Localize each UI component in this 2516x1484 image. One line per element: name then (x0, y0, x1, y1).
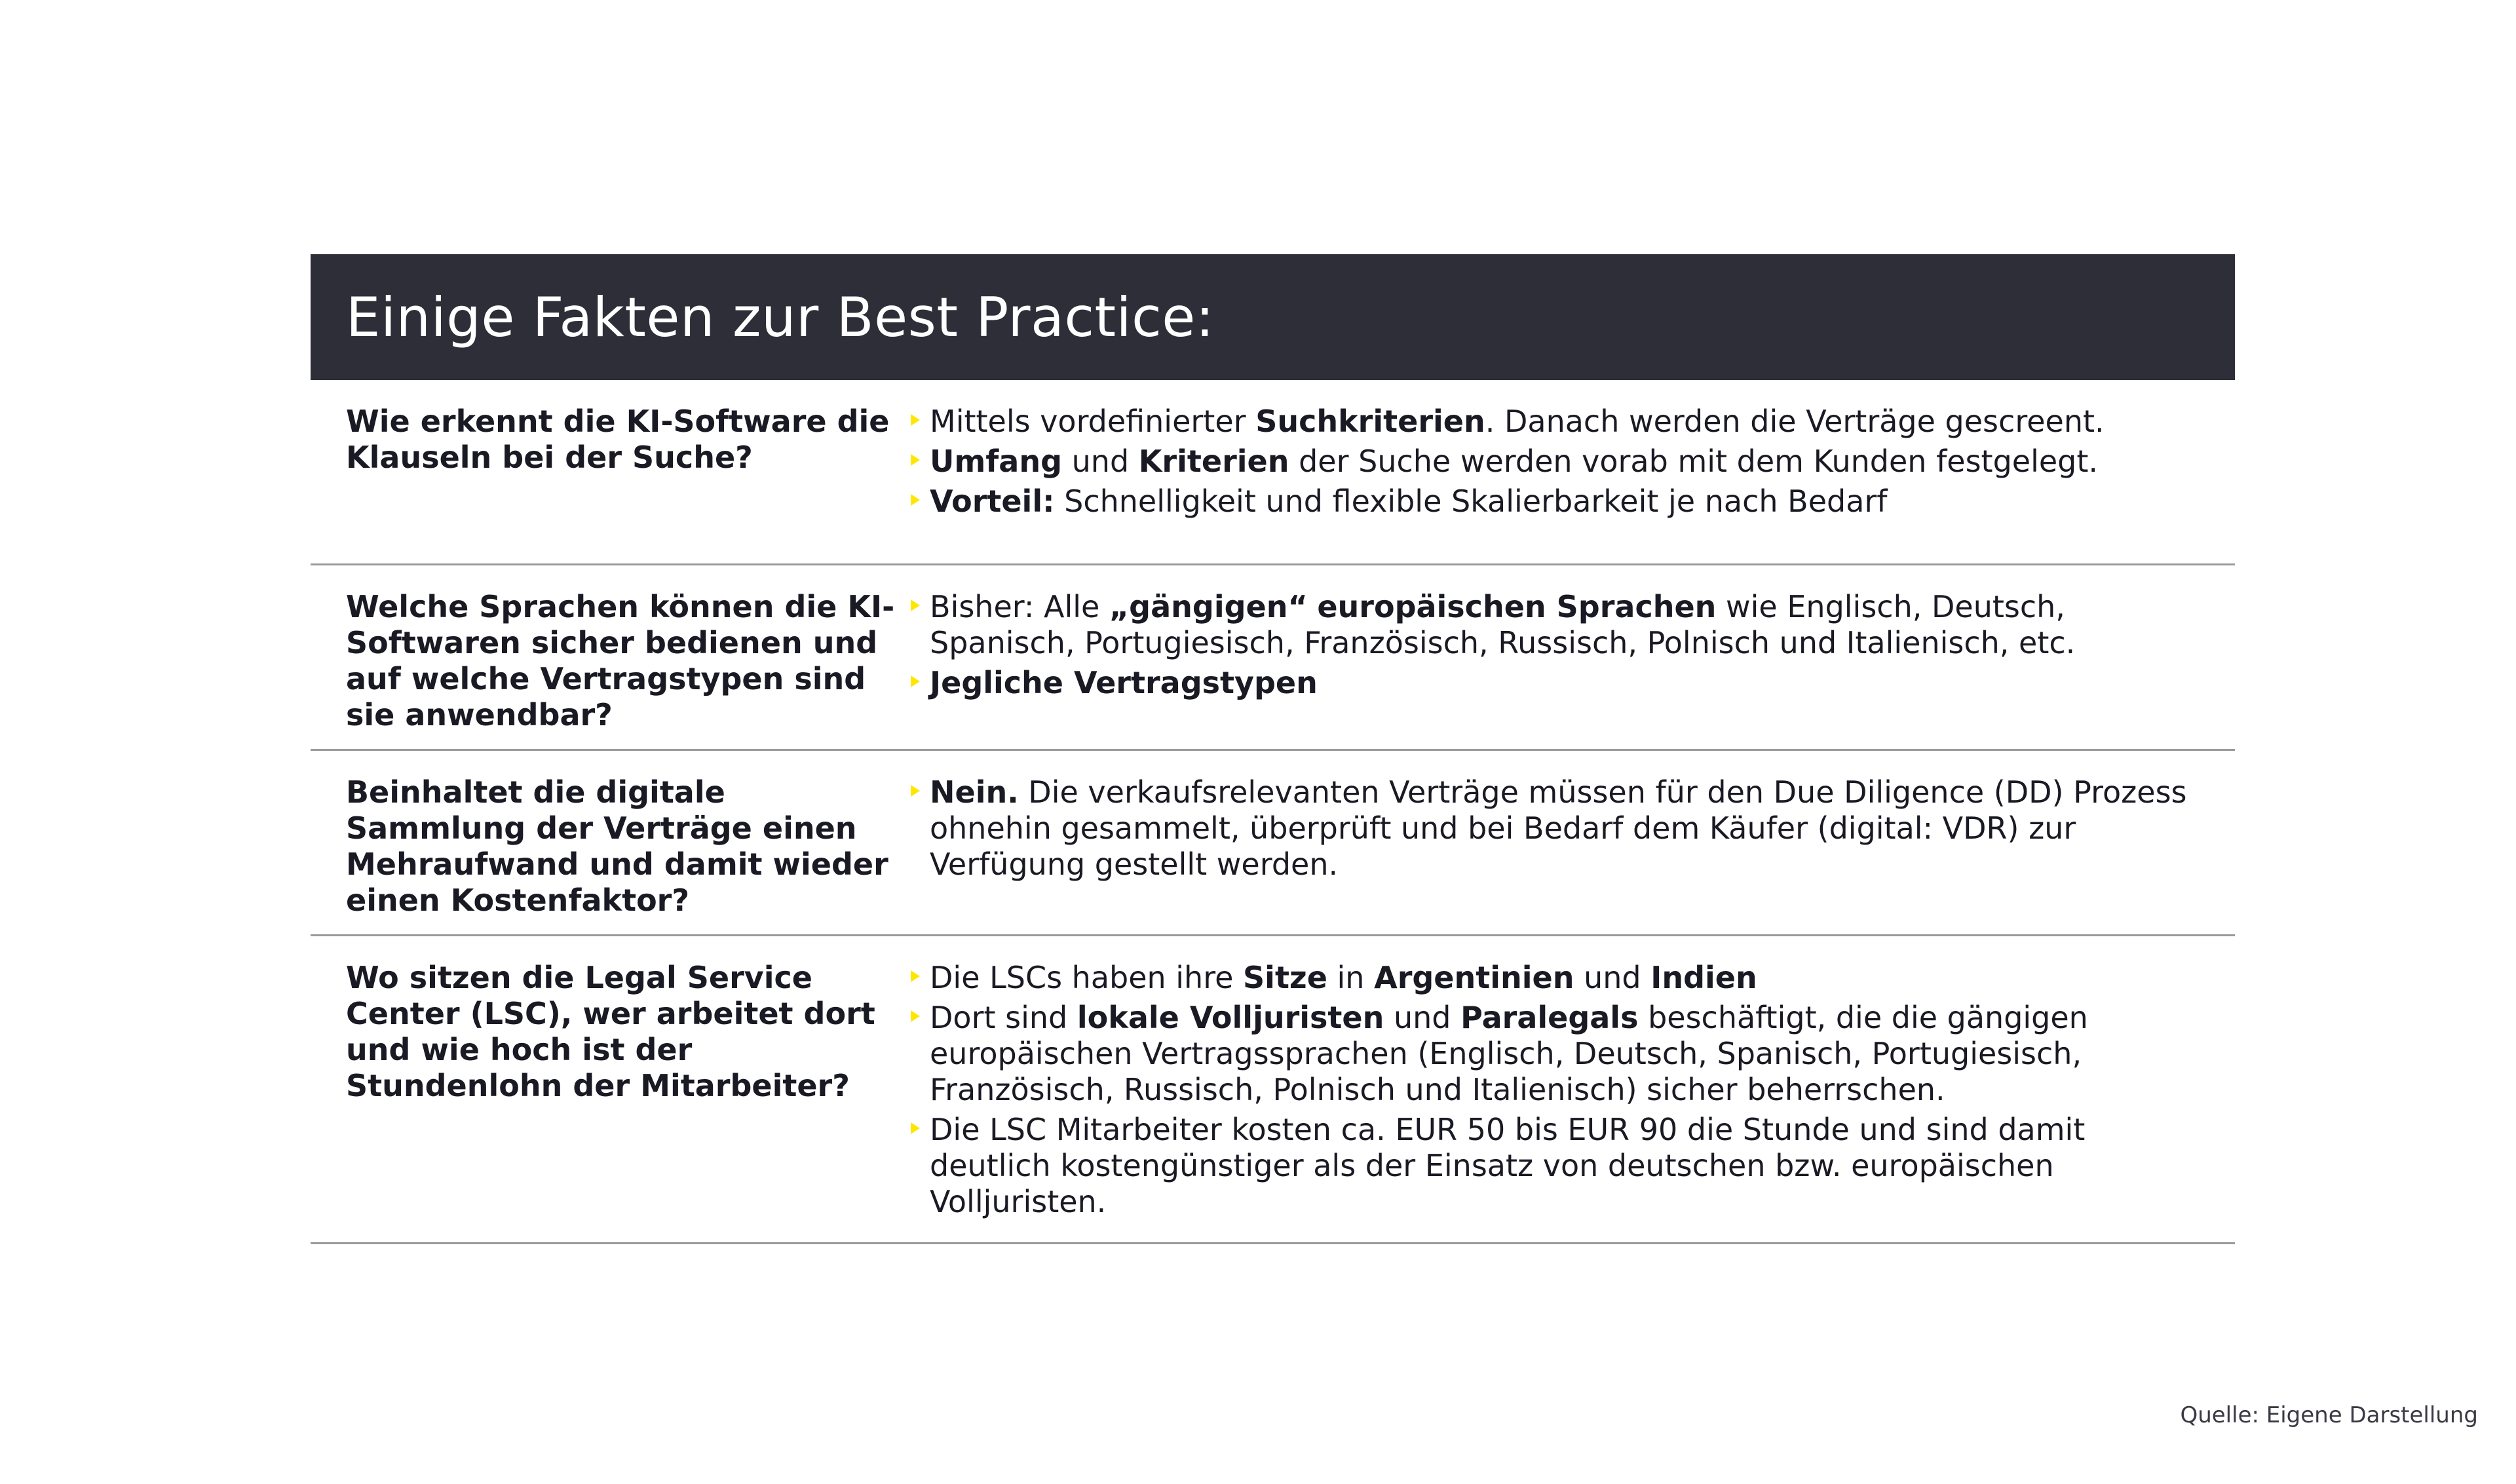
table-row (311, 565, 2235, 751)
bullet-item (908, 484, 2209, 520)
bullet-text (930, 1112, 2209, 1220)
text-segment: und (1062, 444, 1139, 479)
text-segment: Dort sind (930, 1000, 1077, 1035)
text-segment: Bisher: Alle (930, 589, 1109, 624)
bold-text-segment: Indien (1650, 960, 1757, 995)
bullet-item (908, 960, 2209, 996)
facts-panel (311, 254, 2235, 1244)
triangle-bullet-icon (908, 444, 930, 480)
bold-text-segment: Umfang (930, 444, 1063, 479)
row-answers (908, 565, 2235, 749)
bold-text-segment: „gängigen“ (1109, 589, 1308, 624)
triangle-bullet-icon (908, 589, 930, 625)
text-segment (1308, 589, 1318, 624)
bullet-text (930, 444, 2209, 480)
bullet-item (908, 404, 2209, 440)
bullet-item (908, 774, 2209, 883)
triangle-bullet-icon (908, 665, 930, 701)
table-row (311, 936, 2235, 1244)
bullet-text (930, 774, 2209, 883)
triangle-bullet-icon (908, 404, 930, 440)
bullet-item (908, 1000, 2209, 1108)
row-question: Beinhaltet die digitale Sammlung der Verträge einen Mehraufwand und damit wieder einen Kostenfaktor? (346, 774, 888, 918)
table-row (311, 380, 2235, 565)
bold-text-segment: Suchkriterien (1255, 404, 1485, 439)
table-row (311, 751, 2235, 936)
row-question: Wie erkennt die KI-Software die Klauseln bei der Suche? (346, 404, 890, 475)
text-segment: . Danach werden die Verträge gescreent. (1485, 404, 2105, 439)
text-segment: beschäftigt, die die gängigen europäischen Vertragssprachen (Englisch, Deutsch, Spanisch, Portugiesisch, Französisch, Russisch, Polnisch und Italienisch) sicher beherrschen. (930, 1000, 2088, 1107)
text-segment: Mittels vordefinierter (930, 404, 1256, 439)
bullet-text (930, 484, 2209, 520)
bullet-text (930, 960, 2209, 996)
bold-text-segment: Kriterien (1138, 444, 1289, 479)
bold-text-segment: Nein. (930, 774, 1019, 810)
text-segment: Die LSC Mitarbeiter kosten ca. EUR 50 bis EUR 90 die Stunde und sind damit deutlich kostengünstiger als der Einsatz von deutschen bzw. europäischen Volljuristen. (930, 1112, 2086, 1219)
bullet-item (908, 589, 2209, 661)
bullet-item (908, 444, 2209, 480)
row-answers (908, 936, 2235, 1242)
bold-text-segment: Vorteil: (930, 484, 1055, 519)
text-segment: Die verkaufsrelevanten Verträge müssen für den Due Diligence (DD) Prozess ohnehin gesammelt, überprüft und bei Bedarf dem Käufer (digital: VDR) zur Verfügung gestellt werden. (930, 774, 2187, 882)
row-answers (908, 751, 2235, 934)
text-segment: Die LSCs haben ihre (930, 960, 1244, 995)
bold-text-segment: Jegliche Vertragstypen (930, 665, 1318, 700)
source-note: Quelle: Eigene Darstellung (2180, 1402, 2478, 1428)
bullet-item (908, 665, 2209, 701)
bullet-text (930, 404, 2209, 440)
text-segment: in (1327, 960, 1375, 995)
row-question: Welche Sprachen können die KI-Softwaren sicher bedienen und auf welche Vertragstypen sind sie anwendbar? (346, 589, 895, 732)
text-segment: der Suche werden vorab mit dem Kunden festgelegt. (1289, 444, 2099, 479)
text-segment: und (1384, 1000, 1461, 1035)
triangle-bullet-icon (908, 1000, 930, 1036)
bold-text-segment: lokale Volljuristen (1077, 1000, 1384, 1035)
text-segment: und (1574, 960, 1651, 995)
bullet-text (930, 1000, 2209, 1108)
panel-title: Einige Fakten zur Best Practice: (346, 285, 1215, 349)
bullet-text (930, 665, 2209, 701)
bold-text-segment: Argentinien (1374, 960, 1574, 995)
triangle-bullet-icon (908, 960, 930, 996)
triangle-bullet-icon (908, 484, 930, 520)
triangle-bullet-icon (908, 774, 930, 810)
bullet-item (908, 1112, 2209, 1220)
text-segment: Schnelligkeit und flexible Skalierbarkeit je nach Bedarf (1054, 484, 1888, 519)
bold-text-segment: europäischen Sprachen (1317, 589, 1717, 624)
bold-text-segment: Sitze (1243, 960, 1327, 995)
bullet-text (930, 589, 2209, 661)
row-answers (908, 380, 2235, 563)
row-question: Wo sitzen die Legal Service Center (LSC), wer arbeitet dort und wie hoch ist der Stundenlohn der Mitarbeiter? (346, 960, 875, 1103)
triangle-bullet-icon (908, 1112, 930, 1148)
text-segment: wie Englisch, Deutsch, Spanisch, Portugiesisch, Französisch, Russisch, Polnisch und Italienisch, etc. (930, 589, 2076, 660)
bold-text-segment: Paralegals (1460, 1000, 1639, 1035)
header-bar (311, 254, 2235, 380)
